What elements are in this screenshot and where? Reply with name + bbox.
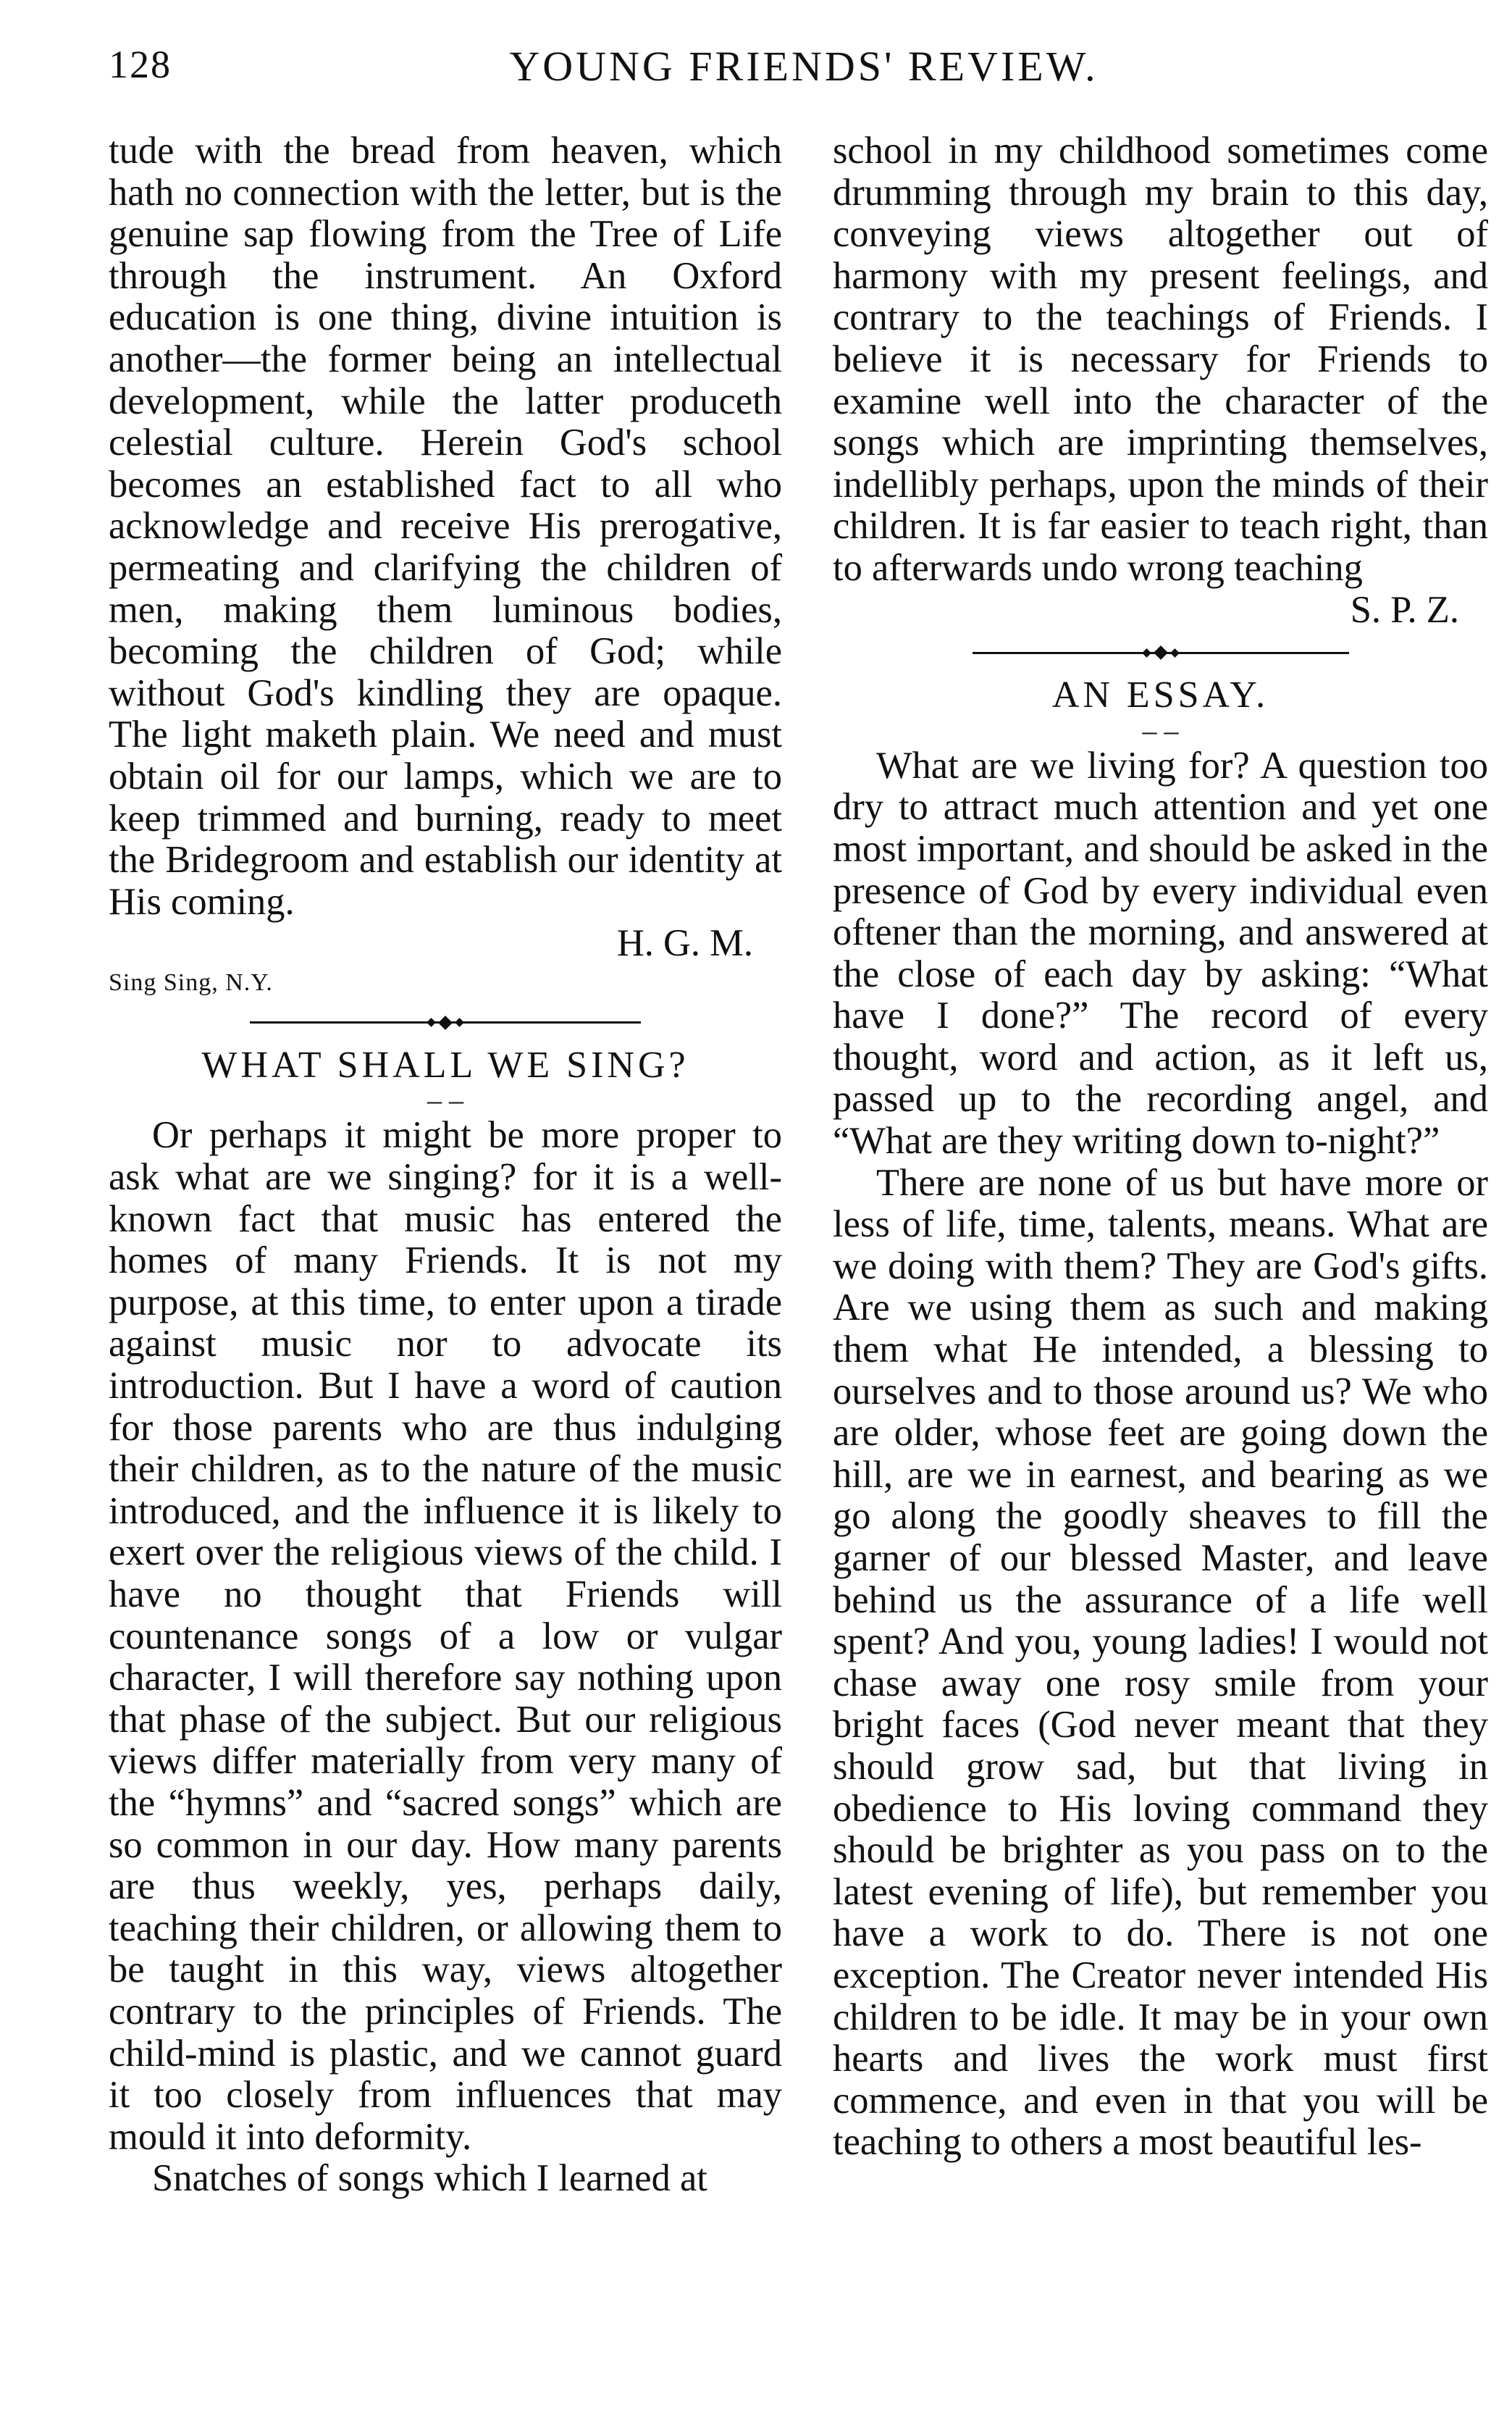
section-divider — [109, 1001, 782, 1045]
article-title: WHAT SHALL WE SING? — [201, 1044, 689, 1086]
right-column — [833, 130, 1488, 2164]
section-divider — [833, 631, 1488, 674]
author-place: Sing Sing, N.Y. — [109, 968, 273, 996]
title-dash: – – — [427, 1084, 463, 1117]
page-header — [109, 42, 1499, 100]
author-signature: H. G. M. — [616, 922, 753, 965]
article-title: AN ESSAY. — [1051, 674, 1269, 716]
running-title: YOUNG FRIENDS' REVIEW. — [509, 43, 1099, 90]
divider-ornament — [398, 1018, 492, 1028]
article-paragraph: Or perhaps it might be more proper to ask what are we singing? for it is a well-known fact that music has entered the homes of many Friends. It is not my purpose, at this time, to enter upon a tirade against music nor to advocate its introduction. But I have a word of caution for those parents who are thus indulging their children, as to the nature of the music introduced, and the influence it is likely to exert over the religious views of the child. I have no thought that Friends will countenance songs of a low or vulgar character, I will therefore say nothing upon that phase of the subject. But our religious views differ materially from very many of the “hymns” and “sacred songs” which are so common in our day. How many parents are thus weekly, yes, perhaps daily, teaching their children, or allowing them to be taught in this way, views altogether contrary to the principles of Friends. The child-mind is plastic, and we cannot guard it too closely from influences that may mould it into deformity. — [109, 1114, 782, 2158]
continued-paragraph: tude with the bread from heaven, which hath no connection with the letter, but is the genuine sap flowing from the Tree of Life through the instrument. An Oxford education is one thing, divine intuition is another—the former being an intellectual development, while the latter produceth celestial culture. Herein God's school becomes an established fact to all who acknowledge and receive His prerogative, permeating and clarifying the children of men, making them luminous bodies, becoming the children of God; while without God's kindling they are opaque. The light maketh plain. We need and must obtain oil for our lamps, which we are to keep trimmed and burning, ready to meet the Bridegroom and establish our identity at His coming. — [109, 130, 782, 923]
article-paragraph: There are none of us but have more or less of life, time, talents, means. What are we doing with them? They are God's gifts. Are we using them as such and making them what He intended, a blessing to ourselves and to those around us? We who are older, whose feet are going down the hill, are we in earnest, and bearing as we go along the goodly sheaves to fill the garner of our blessed Master, and leave behind us the assurance of a life well spent? And you, young ladies! I would not chase away one rosy smile from your bright faces (God never meant that they should grow sad, but that living in obedience to His loving command they should be brighter as you pass on to the latest evening of life), but remember you have a work to do. There is not one exception. The Creator never intended His children to be idle. It may be in your own hearts and lives the work must first commence, and even in that you will be teaching to others a most beautiful les- — [833, 1161, 1488, 2164]
divider-ornament — [1114, 648, 1208, 658]
page-number: 128 — [109, 43, 172, 86]
left-column — [109, 130, 782, 2200]
article-paragraph: school in my childhood sometimes come drumming through my brain to this day, conveying views altogether out of harmony with my present feelings, and contrary to the teachings of Friends. I believe it is necessary for Friends to examine well into the character of the songs which are imprinting themselves, indellibly perhaps, upon the minds of their children. It is far easier to teach right, than to afterwards undo wrong teaching — [833, 130, 1488, 589]
article-paragraph: What are we living for? A question too dry to attract much attention and yet one most important, and should be asked in the presence of God by every individual even oftener than the morning, and answered at the close of each day by asking: “What have I done?” The record of every thought, word and action, as it left us, passed up to the recording angel, and “What are they writing down to-night?” — [833, 744, 1488, 1163]
title-dash: – – — [1142, 713, 1179, 747]
author-signature: S. P. Z. — [1350, 588, 1459, 631]
article-paragraph: Snatches of songs which I learned at — [152, 2157, 707, 2200]
